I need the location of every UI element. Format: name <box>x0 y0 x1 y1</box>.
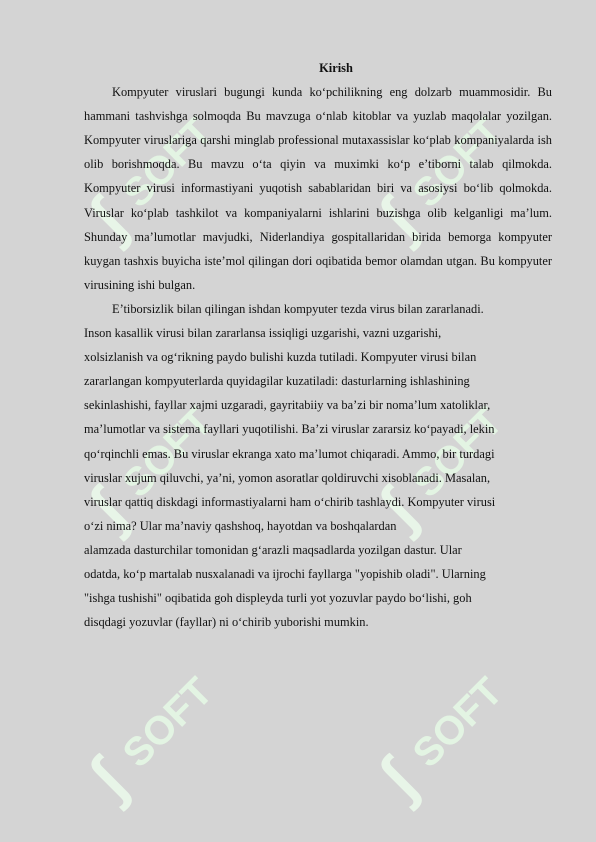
text-line: qo‘rqinchli emas. Bu viruslar ekranga xato ma’lumot chiqaradi. Ammo, bir turdagi <box>84 446 495 461</box>
text-line: alamzada dasturchilar tomonidan g‘arazli maqsadlarda yozilgan dastur. Ular <box>84 542 462 557</box>
watermark-text: SOFT <box>404 669 512 777</box>
document-body <box>84 56 552 634</box>
text-line: zararlangan kompyuterlarda quyidagilar kuzatiladi: dasturlarning ishlashining <box>84 374 470 389</box>
text-line: ma’lumotlar va sistema fayllari yuqotilishi. Ba’zi viruslar zararsiz ko‘payadi, lekin <box>84 422 495 437</box>
svg-text:ʃ: ʃ <box>364 186 431 253</box>
text-line: E’tiborsizlik bilan qilingan ishdan kompyuter tezda virus bilan zararlanadi. <box>112 301 484 316</box>
text-line: xolsizlanish va og‘rikning paydo bulishi kuzda tutiladi. Kompyuter virusi bilan <box>84 350 477 365</box>
watermark-icon <box>345 640 536 831</box>
text-line: "ishga tushishi" oqibatida goh displeyda turli yot yozuvlar paydo bo‘lishi, goh <box>84 591 472 606</box>
text-line: viruslar qattiq diskdagi informastiyalarni ham o‘chirib tashlaydi. Kompyuter virusi <box>84 494 496 509</box>
watermark-text: SOFT <box>114 669 222 777</box>
text-line: viruslar xujum qiluvchi, ya’ni, yomon asoratlar qoldiruvchi xisoblanadi. Masalan, <box>84 470 491 485</box>
watermark-logo <box>345 640 536 831</box>
paragraph-virus-symptoms <box>84 297 552 634</box>
text-line: sekinlashishi, fayllar xajmi uzgaradi, gayritabiiy va ba’zi bir noma’lum xatoliklar, <box>84 398 491 413</box>
text-line: Inson kasallik virusi bilan zararlansa issiqligi uzgarishi, vazni uzgarishi, <box>84 326 442 341</box>
watermark-text: SOFT <box>114 109 222 217</box>
watermark-text: SOFT <box>404 109 512 217</box>
svg-text:ʃ: ʃ <box>74 186 141 253</box>
svg-text:ʃ: ʃ <box>74 746 141 813</box>
paragraph-intro: Kompyuter viruslari bugungi kunda ko‘pchilikning eng dolzarb muammosidir. Bu hammani tashvishga solmoqda Bu mavzuga o‘nlab kitoblar va yuzlab maqolalar yozilgan. Kompyuter viruslariga qarshi minglab professional mutaxassislar ko‘plab kompaniyalarda ish olib borishmoqda. Bu mavzu o‘ta qiyin va muximki ko‘p e’tiborni talab qilmokda. Kompyuter virusi informastiyani yuqotish sabablaridan biri va asosiysi bo‘lib qolmokda. Viruslar ko‘plab tashkilot va kompaniyalarni ishlarini buzishga olib kelganligi ma’lum. Shunday ma’lumotlar mavjudki, Niderlandiya gospitallaridan birida bemorga kompyuter kuygan tashxis buyicha iste’mol qilingan dori oqibatida bemor olamdan utgan. Bu kompyuter virusining ishi bulgan. <box>84 85 552 292</box>
watermark-icon <box>55 640 246 831</box>
text-line: o‘zi nima? Ular ma’naviy qashshoq, hayotdan va boshqalardan <box>84 518 397 533</box>
page-title: Kirish <box>319 61 353 75</box>
text-line: disqdagi yozuvlar (fayllar) ni o‘chirib yuborishi mumkin. <box>84 615 369 630</box>
svg-text:ʃ: ʃ <box>74 476 141 543</box>
text-line: odatda, ko‘p martalab nusxalanadi va ijrochi fayllarga "yopishib oladi". Ularning <box>84 566 486 581</box>
svg-text:ʃ: ʃ <box>364 746 431 813</box>
svg-text:ʃ: ʃ <box>364 476 431 543</box>
watermark-text: SOFT <box>114 399 222 507</box>
watermark-text: SOFT <box>404 399 512 507</box>
watermark-logo <box>55 640 246 831</box>
